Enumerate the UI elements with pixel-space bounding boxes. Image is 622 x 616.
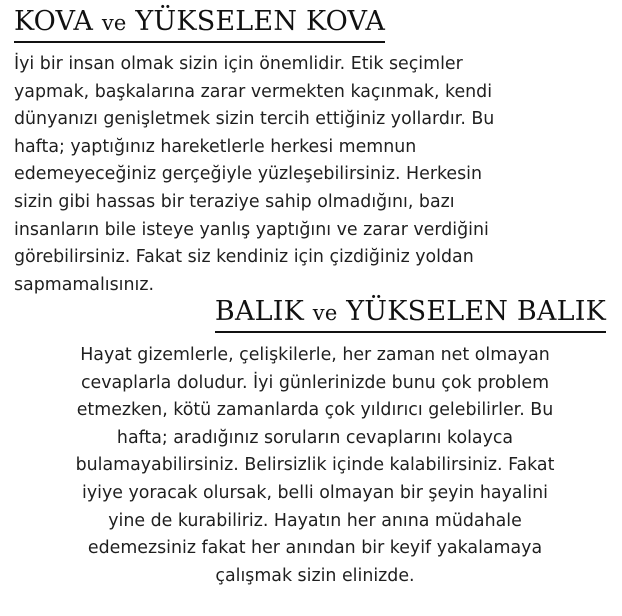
paragraph-line: iyiye yoracak olursak, belli olmayan bir şeyin hayalini bbox=[82, 482, 548, 503]
heading-rest: YÜKSELEN KOVA bbox=[126, 6, 386, 37]
paragraph-line: hafta; aradığınız soruların cevaplarını kolayca bbox=[116, 427, 514, 448]
heading-main: BALIK bbox=[214, 296, 313, 327]
paragraph-line: İyi bir insan olmak sizin için önemlidir. Etik seçimler bbox=[14, 54, 463, 74]
heading-connector: ve bbox=[101, 11, 127, 35]
paragraph-line: bulamayabilirsiniz. Belirsizlik içinde kalabilirsiniz. Fakat bbox=[75, 455, 555, 476]
heading-connector: ve bbox=[312, 301, 338, 325]
paragraph-line: edemezsiniz fakat her anından bir keyif yakalamaya bbox=[87, 538, 543, 559]
paragraph-line: hafta; yaptığınız hareketlerle herkesi memnun bbox=[14, 136, 417, 157]
paragraph-line: görebilirsiniz. Fakat siz kendiniz için çizdiğiniz yoldan bbox=[14, 247, 474, 268]
paragraph-line: yapmak, başkalarına zarar vermekten kaçınmak, kendi bbox=[14, 81, 493, 102]
paragraph-line: sizin gibi hassas bir teraziye sahip olmadığını, bazı bbox=[14, 191, 455, 212]
paragraph-line: dünyanızı genişletmek sizin tercih ettiğiniz yollardır. Bu bbox=[14, 109, 495, 130]
paragraph-line: yine de kurabiliriz. Hayatın her anına müdahale bbox=[108, 510, 522, 531]
paragraph-line: insanların bile isteye yanlış yaptığını ve zarar verdiğini bbox=[14, 219, 489, 240]
paragraph-line: edemeyeceğiniz gerçeğiyle yüzleşebilirsiniz. Herkesin bbox=[14, 164, 483, 185]
heading-rest: YÜKSELEN BALIK bbox=[337, 296, 606, 327]
paragraph-balik bbox=[20, 342, 610, 590]
section-heading-kova bbox=[14, 6, 385, 43]
paragraph-line: Hayat gizemlerle, çelişkilerle, her zaman net olmayan bbox=[80, 345, 550, 365]
section-heading-balik bbox=[215, 296, 606, 333]
paragraph-line: çalışmak sizin elinizde. bbox=[215, 565, 415, 586]
paragraph-kova bbox=[14, 51, 614, 299]
paragraph-line: cevaplarla doludur. İyi günlerinizde bunu çok problem bbox=[80, 372, 550, 393]
paragraph-line: sapmamalısınız. bbox=[14, 274, 155, 295]
paragraph-line: etmezken, kötü zamanlarda çok yıldırıcı gelebilirler. Bu bbox=[76, 400, 554, 421]
heading-main: KOVA bbox=[14, 6, 102, 37]
